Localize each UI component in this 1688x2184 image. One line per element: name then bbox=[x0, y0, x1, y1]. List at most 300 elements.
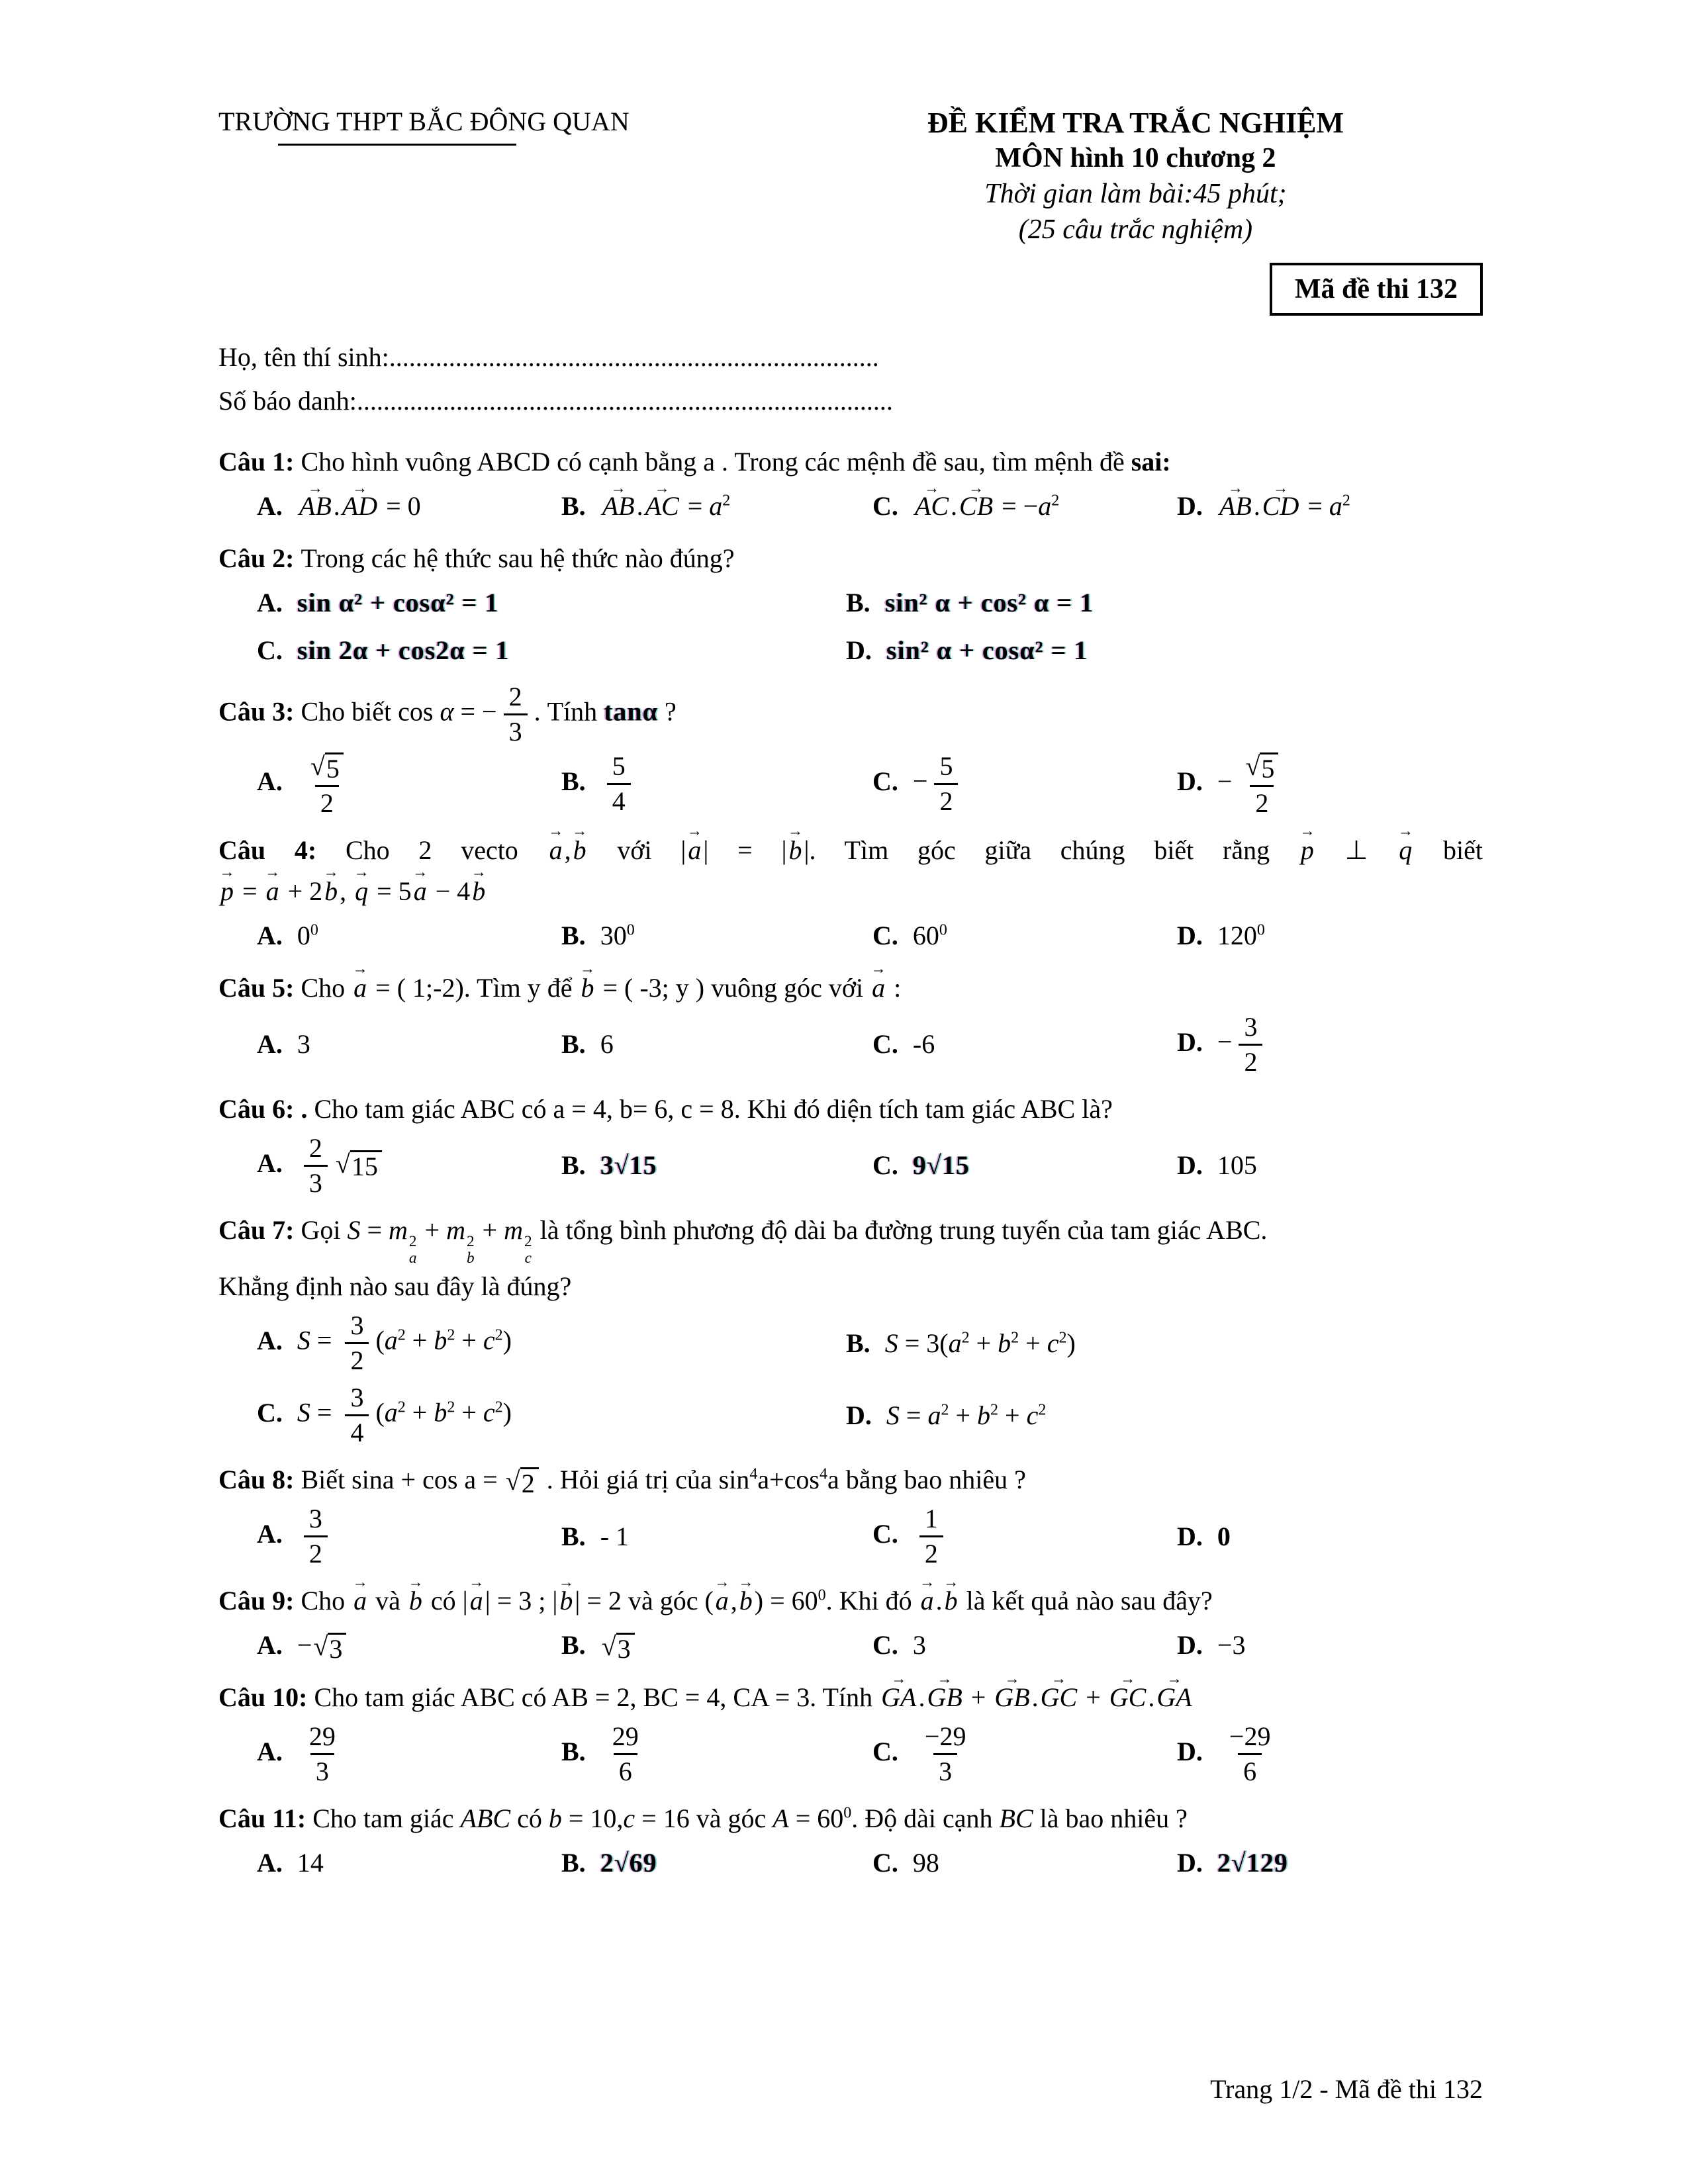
vector-AB: AB → bbox=[602, 486, 635, 526]
fraction bbox=[304, 751, 350, 818]
question-label: Câu 11: bbox=[218, 1803, 313, 1834]
option-D bbox=[1177, 1843, 1483, 1883]
italic-text: S bbox=[886, 1400, 900, 1430]
vector-AD: AD → bbox=[342, 486, 377, 526]
option-C: C. AC →.CB → = $-a^2$ bbox=[872, 486, 1177, 526]
fraction-denominator: 6 bbox=[614, 1753, 637, 1786]
fraction-numerator: 2 bbox=[508, 682, 522, 711]
fraction-denominator: 2 bbox=[1250, 785, 1274, 818]
exam-duration: Thời gian làm bài:45 phút; bbox=[984, 179, 1287, 209]
italic-text: a bbox=[384, 1397, 398, 1428]
fraction bbox=[1239, 1013, 1262, 1077]
option-B: B. $S = 3(a^2 + b^2 + c^2)$ bbox=[846, 1328, 1076, 1358]
vector-a: a → bbox=[414, 871, 427, 912]
question-label: Câu 9: bbox=[218, 1586, 301, 1616]
options bbox=[218, 1013, 1483, 1077]
superscript: 2 bbox=[1342, 492, 1350, 510]
fraction-numerator bbox=[304, 751, 350, 785]
option-key: B. bbox=[846, 1328, 877, 1358]
vector-p: p → bbox=[220, 871, 234, 912]
option-B bbox=[846, 583, 1483, 623]
vector-a: a → bbox=[716, 1580, 729, 1621]
fraction-denominator: 2 bbox=[315, 785, 339, 818]
option-key: A. bbox=[257, 920, 289, 950]
italic-text: b bbox=[998, 1328, 1011, 1358]
bold-text: 0 bbox=[1217, 1521, 1231, 1551]
fraction-numerator: 3 bbox=[350, 1310, 364, 1341]
option-C: C. S = $\frac{3}{4}$ $(a^2 + b^2 + c^2)$ bbox=[257, 1383, 512, 1448]
option-key: B. bbox=[561, 1150, 592, 1181]
question-label: Câu 5: bbox=[218, 972, 301, 1003]
question-9 bbox=[218, 1580, 1483, 1665]
option-key: B. bbox=[561, 920, 592, 950]
vector-CB: CB → bbox=[959, 486, 993, 526]
superscript: 0 bbox=[310, 921, 318, 939]
option-B bbox=[561, 1625, 872, 1665]
fraction-numerator: 5 bbox=[612, 751, 626, 782]
embedded-formula-image: 2√129 bbox=[1217, 1848, 1288, 1878]
option-key: D. bbox=[846, 1400, 878, 1430]
option-A bbox=[257, 751, 561, 818]
question-6 bbox=[218, 1089, 1483, 1198]
superscript: 2 bbox=[1058, 1329, 1067, 1347]
options bbox=[218, 1843, 1483, 1883]
vector-GC: GC → bbox=[1109, 1677, 1147, 1718]
superscript: 0 bbox=[1256, 921, 1265, 939]
vector-q: q → bbox=[355, 871, 368, 912]
vector-a: a → bbox=[872, 968, 885, 1009]
exam-code-row bbox=[218, 263, 1483, 316]
option-key: D. bbox=[1177, 1150, 1209, 1181]
question-label: Câu 2: bbox=[218, 543, 301, 573]
options bbox=[218, 1504, 1483, 1569]
fraction-numerator: 3 bbox=[308, 1504, 322, 1534]
fraction bbox=[345, 1383, 369, 1447]
vector-b: b → bbox=[324, 871, 338, 912]
option-key: B. bbox=[561, 491, 592, 521]
student-name-line: Họ, tên thí sinh:.......................................................................... bbox=[218, 342, 879, 372]
embedded-formula-image: tanα bbox=[604, 696, 658, 727]
fraction-denominator: 6 bbox=[1238, 1753, 1262, 1786]
superscript: 2 bbox=[397, 1398, 406, 1416]
fraction-denominator: 3 bbox=[933, 1753, 957, 1786]
superscript: 0 bbox=[939, 921, 947, 939]
vector-GB: GB → bbox=[927, 1677, 962, 1718]
option-key: D. bbox=[1177, 1630, 1209, 1661]
italic-text: α bbox=[440, 696, 454, 727]
option-key: C. bbox=[872, 1518, 905, 1549]
option-D bbox=[1177, 1517, 1483, 1557]
question-3 bbox=[218, 682, 1483, 818]
option-B bbox=[561, 1843, 872, 1883]
superscript: 2 bbox=[447, 1398, 455, 1416]
option-key: B. bbox=[561, 1848, 592, 1878]
option-B: B. 6 bbox=[561, 1029, 614, 1060]
option-key: D. bbox=[1177, 920, 1209, 950]
question-text: Câu 5: Cho a → = ( 1;-2). Tìm y để b → = ( -3; y ) vuông góc với a → : bbox=[218, 968, 1483, 1009]
fraction-numerator bbox=[1239, 751, 1285, 785]
superscript: 0 bbox=[843, 1804, 852, 1822]
school-underline bbox=[278, 144, 516, 146]
italic-text: a bbox=[384, 1325, 398, 1355]
question-label: Câu 1: bbox=[218, 447, 301, 477]
fraction bbox=[1224, 1722, 1276, 1786]
vector-b: b → bbox=[581, 968, 594, 1009]
option-A: A. − √ 3 bbox=[257, 1625, 561, 1665]
superscript: 2 bbox=[447, 1326, 455, 1344]
option-C: C. $60^0$ bbox=[872, 920, 947, 950]
option-key: B. bbox=[846, 588, 877, 617]
fraction-denominator: 2 bbox=[934, 783, 958, 816]
italic-text: a bbox=[1329, 491, 1342, 521]
italic-text: BC bbox=[999, 1803, 1033, 1834]
option-key: B. bbox=[561, 1630, 592, 1661]
vector-b: b → bbox=[472, 871, 485, 912]
option-key: C. bbox=[257, 635, 289, 665]
exam-title-block bbox=[927, 106, 1344, 246]
fraction-numerator: 3 bbox=[1244, 1011, 1258, 1042]
option-key: A. bbox=[257, 766, 289, 797]
option-key: B. bbox=[561, 766, 592, 797]
italic-text: A bbox=[773, 1803, 789, 1834]
question-text: Câu 9: Cho a → và b → có |a →| = 3 ; |b →| = 2 và góc (a →,b →) = $60^0$. Khi đó a →.b → là kết quả nào sau đây? bbox=[218, 1580, 1483, 1621]
embedded-formula-image: sin² α + cos² α = 1 bbox=[884, 588, 1094, 617]
question-2 bbox=[218, 538, 1483, 670]
vector-CD: CD → bbox=[1262, 486, 1299, 526]
question-text: Câu 10: Cho tam giác ABC có AB = 2, BC = 4, CA = 3. Tính GA →.GB → + GB →.GC → + GC →.GA → bbox=[218, 1677, 1483, 1718]
vector-AC: AC → bbox=[645, 486, 679, 526]
fraction-numerator: 29 bbox=[308, 1721, 336, 1752]
option-C: C. 98 bbox=[872, 1848, 939, 1878]
option-C bbox=[872, 1722, 1177, 1786]
option-key: A. bbox=[257, 1325, 289, 1355]
option-key: A. bbox=[257, 1630, 289, 1661]
question-text: Câu 3: Cho biết cos α = − $\frac{2}{3}$ . Tính tanα ? bbox=[218, 682, 677, 747]
option-key: C. bbox=[872, 920, 905, 950]
option-key: D. bbox=[846, 635, 878, 665]
option-key: A. bbox=[257, 1518, 289, 1549]
option-key: A. bbox=[257, 1029, 289, 1060]
vector-a: a → bbox=[266, 871, 279, 912]
vector-b: b → bbox=[573, 830, 586, 871]
embedded-formula-image: 9√15 bbox=[912, 1150, 970, 1181]
question-1 bbox=[218, 441, 1483, 526]
option-D bbox=[846, 631, 1483, 670]
italic-text: b bbox=[548, 1803, 562, 1834]
option-D: D. − √ 5 2 bbox=[1177, 751, 1483, 818]
vector-a: a → bbox=[688, 830, 701, 871]
option-B: B. - 1 bbox=[561, 1521, 630, 1551]
option-key: B. bbox=[561, 1521, 592, 1551]
fraction-numerator: 2 bbox=[308, 1132, 322, 1163]
fraction bbox=[607, 752, 631, 816]
vector-a: a → bbox=[921, 1580, 934, 1621]
vector-GB: GB → bbox=[994, 1677, 1029, 1718]
embedded-formula-image: sin² α + cosα² = 1 bbox=[886, 635, 1088, 665]
italic-text: c bbox=[1026, 1400, 1039, 1430]
bold-text: sai: bbox=[1131, 447, 1171, 477]
option-D bbox=[1177, 1722, 1483, 1786]
options bbox=[218, 1134, 1483, 1198]
superscript: 0 bbox=[626, 921, 635, 939]
fraction-numerator: −29 bbox=[1229, 1721, 1271, 1752]
option-key: B. bbox=[561, 1736, 592, 1766]
option-key: A. bbox=[257, 588, 289, 617]
fraction-denominator: 4 bbox=[607, 783, 631, 816]
superscript: 4 bbox=[819, 1465, 827, 1483]
vector-b: b → bbox=[945, 1580, 958, 1621]
questions bbox=[218, 441, 1483, 1883]
vector-a: a → bbox=[470, 1580, 483, 1621]
superscript: 2 bbox=[722, 492, 731, 510]
italic-text: b bbox=[977, 1400, 991, 1430]
options bbox=[218, 916, 1483, 956]
vector-GC: GC → bbox=[1041, 1677, 1078, 1718]
fraction-denominator: 2 bbox=[304, 1535, 328, 1569]
vector-b: b → bbox=[739, 1580, 753, 1621]
embedded-formula-image: sin 2α + cos2α = 1 bbox=[297, 635, 510, 665]
option-key: C. bbox=[872, 1029, 905, 1060]
embedded-formula-image: 3√15 bbox=[600, 1150, 657, 1181]
option-key: C. bbox=[872, 1848, 905, 1878]
question-4 bbox=[218, 830, 1483, 956]
question-text: Câu 8: Biết sina + cos a = √ 2 . Hỏi giá trị của $\sin^4a+\cos^4a$ bằng bao nhiêu ? bbox=[218, 1465, 1026, 1498]
school-block bbox=[218, 106, 630, 146]
vector-AC: AC → bbox=[915, 486, 949, 526]
superscript: 2 bbox=[1038, 1401, 1047, 1419]
vector-a: a → bbox=[549, 830, 563, 871]
fraction-denominator: 2 bbox=[919, 1535, 943, 1569]
vector-AB: AB → bbox=[1219, 486, 1252, 526]
fraction bbox=[919, 1722, 972, 1786]
option-key: A. bbox=[257, 491, 289, 521]
question-11 bbox=[218, 1798, 1483, 1883]
option-B bbox=[561, 1722, 872, 1786]
italic-text: ABC bbox=[460, 1803, 511, 1834]
italic-text: c bbox=[623, 1803, 635, 1834]
fraction-numerator: 5 bbox=[939, 751, 953, 782]
option-key: C. bbox=[872, 491, 905, 521]
fraction-numerator: 3 bbox=[350, 1383, 364, 1413]
option-A: A. 3 bbox=[257, 1029, 310, 1060]
italic-text: a bbox=[927, 1400, 941, 1430]
option-key: C. bbox=[872, 1150, 905, 1181]
option-D: D. AB →.CD → = $a^2$ bbox=[1177, 486, 1483, 526]
option-B bbox=[561, 752, 872, 816]
fraction bbox=[304, 1134, 328, 1198]
option-C: C. -6 bbox=[872, 1029, 935, 1060]
square-root: √ 5 bbox=[310, 752, 344, 783]
vector-AB: AB → bbox=[299, 486, 332, 526]
exam-title: ĐỀ KIỂM TRA TRẮC NGHIỆM bbox=[927, 107, 1344, 139]
italic-text: c bbox=[483, 1325, 495, 1355]
vector-b: b → bbox=[409, 1580, 422, 1621]
superscript: 2 bbox=[941, 1401, 949, 1419]
option-key: D. bbox=[1177, 1026, 1209, 1057]
question-text: Câu 11: Cho tam giác ABC có b = 10,c = 16 và góc $A = 60^0$. Độ dài cạnh BC là bao nhiêu ? bbox=[218, 1803, 1188, 1834]
vector-GA: GA → bbox=[881, 1677, 916, 1718]
fraction-denominator: 4 bbox=[345, 1414, 369, 1447]
superscript: 2 bbox=[494, 1326, 503, 1344]
option-D: D. 105 bbox=[1177, 1150, 1257, 1181]
option-key: A. bbox=[257, 1736, 289, 1766]
option-A bbox=[257, 1134, 561, 1198]
fraction bbox=[304, 1504, 328, 1569]
question-label: Câu 6: . bbox=[218, 1093, 314, 1124]
question-text: Câu 7: Gọi S = m 2 a + m 2 b + m 2 c là tổng bình phương độ dài ba đường trung tuyến của tam giác ABC. bbox=[218, 1214, 1268, 1267]
superscript: 2 bbox=[494, 1398, 503, 1416]
superscript: 2 bbox=[1011, 1329, 1019, 1347]
fraction-denominator: 2 bbox=[1239, 1044, 1262, 1077]
vector-a: a → bbox=[353, 1580, 367, 1621]
option-A: A. 14 bbox=[257, 1848, 324, 1878]
option-key: C. bbox=[872, 1630, 905, 1661]
italic-text: c bbox=[483, 1397, 495, 1428]
vector-GA: GA → bbox=[1156, 1677, 1192, 1718]
option-key: D. bbox=[1177, 1848, 1209, 1878]
sub-sup-stack: 2 a bbox=[408, 1233, 417, 1267]
italic-text: S bbox=[347, 1214, 361, 1245]
vector-a: a → bbox=[353, 968, 367, 1009]
fraction bbox=[504, 682, 528, 747]
option-C bbox=[872, 1146, 1177, 1185]
fraction-denominator: 3 bbox=[304, 1165, 328, 1198]
embedded-formula-image: sin α² + cosα² = 1 bbox=[297, 588, 499, 617]
question-label: Câu 3: bbox=[218, 696, 301, 727]
italic-text: S bbox=[297, 1325, 310, 1355]
italic-text: a bbox=[709, 491, 723, 521]
italic-text: m bbox=[504, 1214, 523, 1245]
fraction-denominator: 3 bbox=[310, 1753, 334, 1786]
fraction bbox=[919, 1504, 943, 1569]
option-key: A. bbox=[257, 1148, 289, 1178]
question-label: Câu 10: bbox=[218, 1682, 314, 1713]
option-key: D. bbox=[1177, 766, 1209, 797]
italic-text: S bbox=[297, 1397, 310, 1428]
fraction-numerator: 1 bbox=[924, 1504, 938, 1534]
superscript: 2 bbox=[961, 1329, 970, 1347]
school-name: TRƯỜNG THPT BẮC ĐÔNG QUAN bbox=[218, 107, 630, 136]
superscript: 4 bbox=[749, 1465, 758, 1483]
question-text-2: Khẳng định nào sau đây là đúng? bbox=[218, 1271, 572, 1302]
option-key: C. bbox=[872, 1736, 905, 1766]
question-7 bbox=[218, 1210, 1483, 1447]
option-key: B. bbox=[561, 1029, 592, 1060]
question-label: Câu 7: bbox=[218, 1214, 301, 1245]
fraction bbox=[304, 1722, 341, 1786]
option-A: A. S = $\frac{3}{2}$ $(a^2 + b^2 + c^2)$ bbox=[257, 1310, 512, 1376]
italic-text: b bbox=[434, 1325, 447, 1355]
option-A bbox=[257, 583, 846, 623]
option-A bbox=[257, 1504, 561, 1569]
square-root: √ 15 bbox=[336, 1150, 382, 1181]
vector-p: p → bbox=[1301, 830, 1314, 871]
italic-text: S bbox=[884, 1328, 898, 1358]
question-text: Câu 2: Trong các hệ thức sau hệ thức nào đúng? bbox=[218, 543, 735, 573]
question-text-2: p → = a → + 2b →, q → = 5a → − 4b → bbox=[218, 871, 1483, 912]
option-B: B. AB →.AC → = $a^2$ bbox=[561, 486, 872, 526]
vector-b: b → bbox=[789, 830, 802, 871]
vector-q: q → bbox=[1399, 830, 1412, 871]
superscript: 2 bbox=[1051, 492, 1060, 510]
fraction bbox=[934, 752, 958, 816]
question-10 bbox=[218, 1677, 1483, 1786]
sub-sup-stack: 2 b bbox=[466, 1233, 475, 1267]
question-text: Câu 4: Cho 2 vecto a →,b → với |a →| = |b →|. Tìm góc giữa chúng biết rằng p → ⊥ q → biết bbox=[218, 830, 1483, 871]
superscript: 2 bbox=[397, 1326, 406, 1344]
option-C bbox=[257, 631, 846, 670]
fraction bbox=[345, 1311, 369, 1375]
option-key: D. bbox=[1177, 1521, 1209, 1551]
question-label: Câu 8: bbox=[218, 1465, 301, 1495]
question-5 bbox=[218, 968, 1483, 1077]
option-key: C. bbox=[257, 1397, 289, 1428]
option-D: D. $S = a^2 + b^2 + c^2$ bbox=[846, 1400, 1047, 1430]
sub-sup-stack: 2 c bbox=[524, 1233, 532, 1267]
option-A bbox=[257, 1722, 561, 1786]
page-footer: Trang 1/2 - Mã đề thi 132 bbox=[1210, 2074, 1483, 2104]
vector-b: b → bbox=[559, 1580, 573, 1621]
options bbox=[218, 1722, 1483, 1786]
option-key: D. bbox=[1177, 491, 1209, 521]
student-id-line: Số báo danh:................................................................................. bbox=[218, 386, 893, 416]
question-8 bbox=[218, 1459, 1483, 1569]
option-A: A. $0^0$ bbox=[257, 920, 318, 950]
italic-text: c bbox=[1047, 1328, 1059, 1358]
fraction-denominator: 3 bbox=[504, 713, 528, 747]
option-C bbox=[872, 1504, 1177, 1569]
exam-question-count: (25 câu trắc nghiệm) bbox=[1018, 214, 1253, 245]
fraction bbox=[1239, 751, 1285, 818]
options bbox=[218, 751, 1483, 818]
header bbox=[218, 106, 1483, 246]
question-text: Câu 1: Cho hình vuông ABCD có cạnh bằng a . Trong các mệnh đề sau, tìm mệnh đề sai: bbox=[218, 447, 1171, 477]
square-root: √ 3 bbox=[602, 1633, 635, 1663]
italic-text: b bbox=[434, 1397, 447, 1428]
question-text: Câu 6: . Cho tam giác ABC có a = 4, b= 6, c = 8. Khi đó diện tích tam giác ABC là? bbox=[218, 1093, 1113, 1124]
question-label: Câu 4: bbox=[218, 835, 346, 865]
italic-text: m bbox=[389, 1214, 408, 1245]
student-info bbox=[218, 336, 1483, 423]
option-key: C. bbox=[872, 766, 905, 797]
square-root: √ 2 bbox=[506, 1467, 539, 1498]
option-C: C. − $\frac{5}{2}$ bbox=[872, 752, 1177, 816]
options bbox=[218, 583, 1483, 670]
options bbox=[218, 1625, 1483, 1665]
option-C: C. 3 bbox=[872, 1630, 926, 1661]
option-D: D. −3 bbox=[1177, 1630, 1246, 1661]
options bbox=[218, 486, 1483, 526]
option-key: D. bbox=[1177, 1736, 1209, 1766]
option-key: A. bbox=[257, 1848, 289, 1878]
superscript: 2 bbox=[990, 1401, 999, 1419]
italic-text: a bbox=[948, 1328, 962, 1358]
options bbox=[218, 1311, 1483, 1447]
square-root: √ 3 bbox=[313, 1633, 346, 1663]
italic-text: m bbox=[446, 1214, 465, 1245]
option-B bbox=[561, 1146, 872, 1185]
option-D: D. − $\frac{3}{2}$ bbox=[1177, 1013, 1483, 1077]
fraction-numerator: −29 bbox=[924, 1721, 966, 1752]
option-D: D. $120^0$ bbox=[1177, 920, 1265, 950]
fraction-denominator: 2 bbox=[345, 1342, 369, 1375]
exam-subject: MÔN hình 10 chương 2 bbox=[995, 143, 1276, 173]
fraction-numerator: 29 bbox=[612, 1721, 639, 1752]
exam-code-box: Mã đề thi 132 bbox=[1270, 263, 1483, 316]
option-B: B. $30^0$ bbox=[561, 920, 635, 950]
fraction bbox=[607, 1722, 644, 1786]
superscript: 0 bbox=[818, 1586, 826, 1604]
